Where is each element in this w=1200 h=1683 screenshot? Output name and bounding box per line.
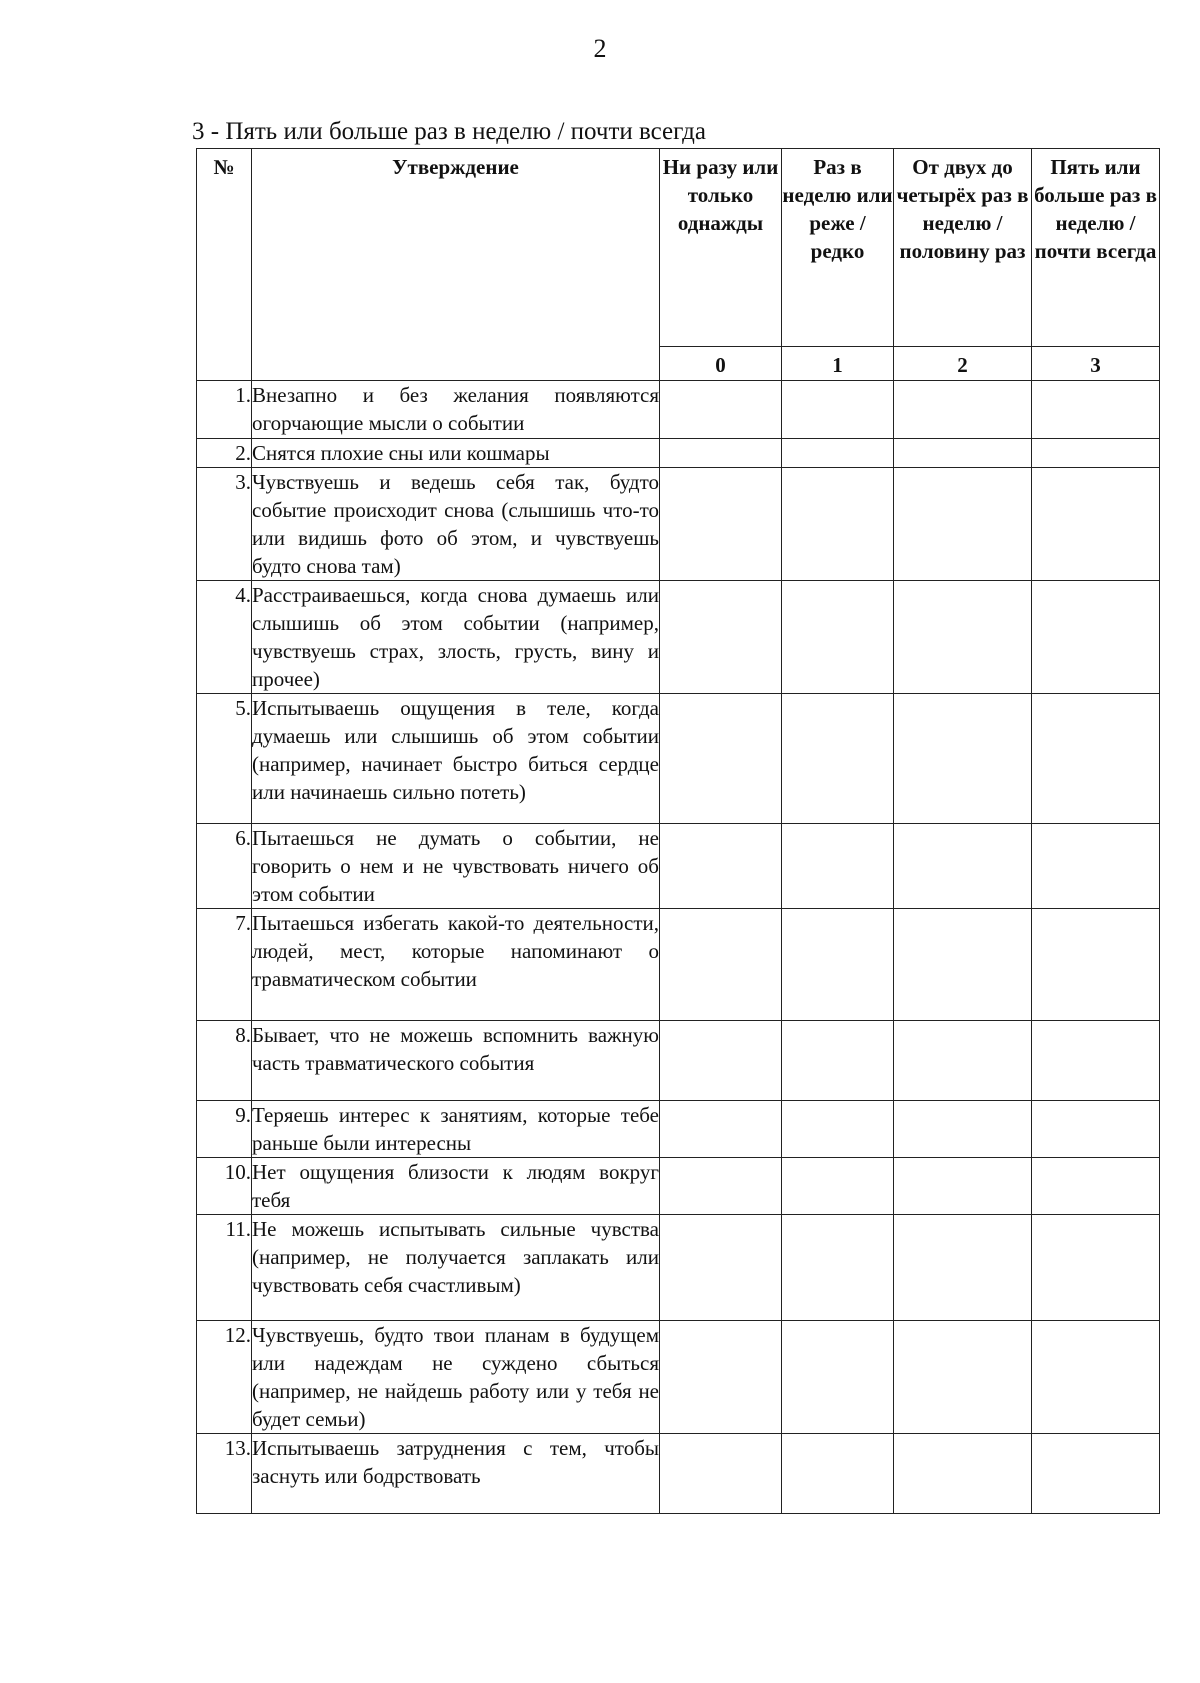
answer-cell-never[interactable] <box>660 1434 782 1514</box>
row-number: 5. <box>197 694 252 824</box>
row-statement: Нет ощущения близости к людям вокруг тебя <box>252 1158 660 1215</box>
answer-cell-five-plus[interactable] <box>1032 381 1160 439</box>
table-row <box>197 1434 1160 1514</box>
row-number: 3. <box>197 468 252 581</box>
answer-cell-five-plus[interactable] <box>1032 581 1160 694</box>
row-statement: Испытываешь ощущения в теле, когда думаешь или слышишь об этом событии (например, начинает быстро биться сердце или начинаешь сильно потеть) <box>252 694 660 824</box>
answer-cell-five-plus[interactable] <box>1032 1321 1160 1434</box>
answer-cell-never[interactable] <box>660 1101 782 1158</box>
scale-legend-line: 3 - Пять или больше раз в неделю / почти всегда <box>192 118 706 145</box>
row-number: 12. <box>197 1321 252 1434</box>
answer-cell-never[interactable] <box>660 439 782 468</box>
answer-cell-never[interactable] <box>660 1021 782 1101</box>
survey-table <box>196 148 1160 1514</box>
table-row <box>197 468 1160 581</box>
header-option-five-plus: Пять или больше раз в неделю / почти всегда <box>1032 149 1160 347</box>
answer-cell-two-four[interactable] <box>894 439 1032 468</box>
answer-cell-two-four[interactable] <box>894 1158 1032 1215</box>
answer-cell-never[interactable] <box>660 909 782 1021</box>
answer-cell-five-plus[interactable] <box>1032 1434 1160 1514</box>
answer-cell-weekly[interactable] <box>782 1101 894 1158</box>
answer-cell-two-four[interactable] <box>894 1215 1032 1321</box>
answer-cell-weekly[interactable] <box>782 439 894 468</box>
answer-cell-two-four[interactable] <box>894 381 1032 439</box>
answer-cell-weekly[interactable] <box>782 909 894 1021</box>
answer-cell-two-four[interactable] <box>894 1321 1032 1434</box>
header-row <box>197 149 1160 347</box>
table-row <box>197 1021 1160 1101</box>
answer-cell-five-plus[interactable] <box>1032 694 1160 824</box>
answer-cell-five-plus[interactable] <box>1032 824 1160 909</box>
row-number: 11. <box>197 1215 252 1321</box>
answer-cell-five-plus[interactable] <box>1032 909 1160 1021</box>
answer-cell-five-plus[interactable] <box>1032 439 1160 468</box>
row-number: 4. <box>197 581 252 694</box>
answer-cell-weekly[interactable] <box>782 1215 894 1321</box>
row-statement: Снятся плохие сны или кошмары <box>252 439 660 468</box>
answer-cell-two-four[interactable] <box>894 694 1032 824</box>
table-row <box>197 1158 1160 1215</box>
answer-cell-five-plus[interactable] <box>1032 1101 1160 1158</box>
answer-cell-two-four[interactable] <box>894 909 1032 1021</box>
header-number: № <box>197 149 252 381</box>
score-2: 2 <box>894 347 1032 381</box>
answer-cell-weekly[interactable] <box>782 1321 894 1434</box>
score-1: 1 <box>782 347 894 381</box>
score-0: 0 <box>660 347 782 381</box>
table-row <box>197 439 1160 468</box>
answer-cell-two-four[interactable] <box>894 824 1032 909</box>
answer-cell-weekly[interactable] <box>782 824 894 909</box>
answer-cell-two-four[interactable] <box>894 581 1032 694</box>
answer-cell-five-plus[interactable] <box>1032 1158 1160 1215</box>
answer-cell-weekly[interactable] <box>782 1434 894 1514</box>
answer-cell-never[interactable] <box>660 468 782 581</box>
row-statement: Чувствуешь, будто твои планам в будущем или надеждам не суждено сбыться (например, не найдешь работу или у тебя не будет семьи) <box>252 1321 660 1434</box>
header-option-never: Ни разу или только однажды <box>660 149 782 347</box>
answer-cell-weekly[interactable] <box>782 1158 894 1215</box>
header-statement: Утверждение <box>252 149 660 381</box>
row-statement: Бывает, что не можешь вспомнить важную часть травматического события <box>252 1021 660 1101</box>
row-number: 10. <box>197 1158 252 1215</box>
row-number: 1. <box>197 381 252 439</box>
statement-rows <box>197 381 1160 1514</box>
answer-cell-never[interactable] <box>660 381 782 439</box>
answer-cell-two-four[interactable] <box>894 468 1032 581</box>
table-row <box>197 1215 1160 1321</box>
answer-cell-two-four[interactable] <box>894 1021 1032 1101</box>
row-statement: Не можешь испытывать сильные чувства (например, не получается заплакать или чувствовать себя счастливым) <box>252 1215 660 1321</box>
row-statement: Расстраиваешься, когда снова думаешь или слышишь об этом событии (например, чувствуешь страх, злость, грусть, вину и прочее) <box>252 581 660 694</box>
header-option-weekly: Раз в неделю или реже / редко <box>782 149 894 347</box>
answer-cell-weekly[interactable] <box>782 581 894 694</box>
answer-cell-weekly[interactable] <box>782 1021 894 1101</box>
table-row <box>197 694 1160 824</box>
answer-cell-weekly[interactable] <box>782 694 894 824</box>
row-statement: Испытываешь затруднения с тем, чтобы заснуть или бодрствовать <box>252 1434 660 1514</box>
answer-cell-two-four[interactable] <box>894 1101 1032 1158</box>
answer-cell-five-plus[interactable] <box>1032 1021 1160 1101</box>
table-row <box>197 581 1160 694</box>
answer-cell-five-plus[interactable] <box>1032 1215 1160 1321</box>
table-row <box>197 824 1160 909</box>
row-statement: Внезапно и без желания появляются огорчающие мысли о событии <box>252 381 660 439</box>
row-number: 13. <box>197 1434 252 1514</box>
answer-cell-never[interactable] <box>660 1215 782 1321</box>
answer-cell-never[interactable] <box>660 694 782 824</box>
row-statement: Пытаешься не думать о событии, не говорить о нем и не чувствовать ничего об этом событии <box>252 824 660 909</box>
row-statement: Теряешь интерес к занятиям, которые тебе раньше были интересны <box>252 1101 660 1158</box>
table-row <box>197 1321 1160 1434</box>
answer-cell-never[interactable] <box>660 1321 782 1434</box>
row-statement: Пытаешься избегать какой-то деятельности, людей, мест, которые напоминают о травматическом событии <box>252 909 660 1021</box>
answer-cell-five-plus[interactable] <box>1032 468 1160 581</box>
answer-cell-never[interactable] <box>660 1158 782 1215</box>
row-number: 8. <box>197 1021 252 1101</box>
row-number: 2. <box>197 439 252 468</box>
answer-cell-weekly[interactable] <box>782 381 894 439</box>
table-row <box>197 381 1160 439</box>
row-number: 9. <box>197 1101 252 1158</box>
answer-cell-weekly[interactable] <box>782 468 894 581</box>
row-statement: Чувствуешь и ведешь себя так, будто событие происходит снова (слышишь что-то или видишь фото об этом, и чувствуешь будто снова там) <box>252 468 660 581</box>
table-row <box>197 909 1160 1021</box>
page-number: 2 <box>593 34 607 63</box>
row-number: 7. <box>197 909 252 1021</box>
table-row <box>197 1101 1160 1158</box>
header-option-two-four: От двух до четырёх раз в неделю / половину раз <box>894 149 1032 347</box>
answer-cell-never[interactable] <box>660 581 782 694</box>
score-3: 3 <box>1032 347 1160 381</box>
row-number: 6. <box>197 824 252 909</box>
answer-cell-never[interactable] <box>660 824 782 909</box>
answer-cell-two-four[interactable] <box>894 1434 1032 1514</box>
